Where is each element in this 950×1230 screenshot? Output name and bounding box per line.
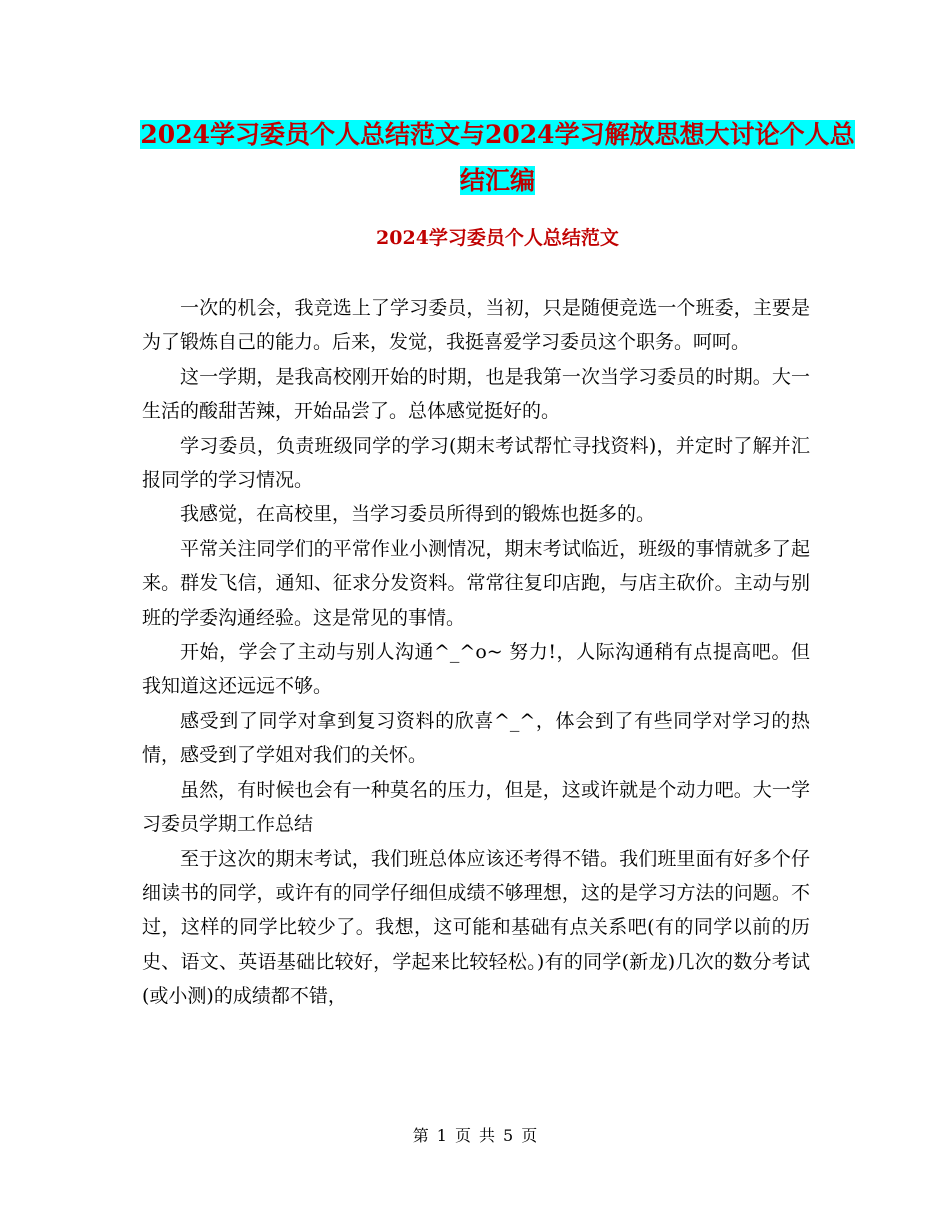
document-title <box>140 112 855 204</box>
paragraph: 学习委员，负责班级同学的学习(期末考试帮忙寻找资料)，并定时了解并汇报同学的学习情况。 <box>142 434 810 492</box>
total-pages: 5 <box>503 1126 514 1145</box>
paragraph: 感受到了同学对拿到复习资料的欣喜^_^，体会到了有些同学对学习的热情，感受到了学姐对我们的关怀。 <box>142 709 810 767</box>
page-footer <box>0 1124 950 1148</box>
paragraph: 平常关注同学们的平常作业小测情况，期末考试临近，班级的事情就多了起来。群发飞信，通知、征求分发资料。常常往复印店跑，与店主砍价。主动与别班的学委沟通经验。这是常见的事情。 <box>142 537 810 629</box>
document-title-text: 2024学习委员个人总结范文与2024学习解放思想大讨论个人总结汇编 <box>140 120 855 195</box>
section-title: 2024学习委员个人总结范文 <box>376 227 619 249</box>
paragraph: 我感觉，在高校里，当学习委员所得到的锻炼也挺多的。 <box>180 503 656 526</box>
page-label: 第 <box>412 1126 429 1145</box>
paragraph: 开始，学会了主动与别人沟通^_^o~ 努力!，人际沟通稍有点提高吧。但我知道这还远远不够。 <box>142 641 810 698</box>
paragraph: 虽然，有时候也会有一种莫名的压力，但是，这或许就是个动力吧。大一学习委员学期工作总结 <box>142 778 810 836</box>
total-unit: 页 <box>521 1126 538 1145</box>
document-body <box>142 291 810 1014</box>
total-label: 共 <box>479 1126 496 1145</box>
paragraph: 一次的机会，我竞选上了学习委员，当初，只是随便竞选一个班委，主要是为了锻炼自己的能力。后来，发觉，我挺喜爱学习委员这个职务。呵呵。 <box>142 297 810 354</box>
page-unit: 页 <box>454 1126 471 1145</box>
paragraph: 这一学期，是我高校刚开始的时期，也是我第一次当学习委员的时期。大一生活的酸甜苦辣，开始品尝了。总体感觉挺好的。 <box>142 365 810 423</box>
paragraph: 至于这次的期末考试，我们班总体应该还考得不错。我们班里面有好多个仔细读书的同学，或许有的同学仔细但成绩不够理想，这的是学习方法的问题。不过，这样的同学比较少了。我想，这可能和基础有点关系吧(有的同学以前的历史、语文、英语基础比较好，学起来比较轻松。)有的同学(新龙)几次的数分考试(或小测)的成绩都不错， <box>142 847 810 1008</box>
page-number: 1 <box>436 1126 447 1145</box>
